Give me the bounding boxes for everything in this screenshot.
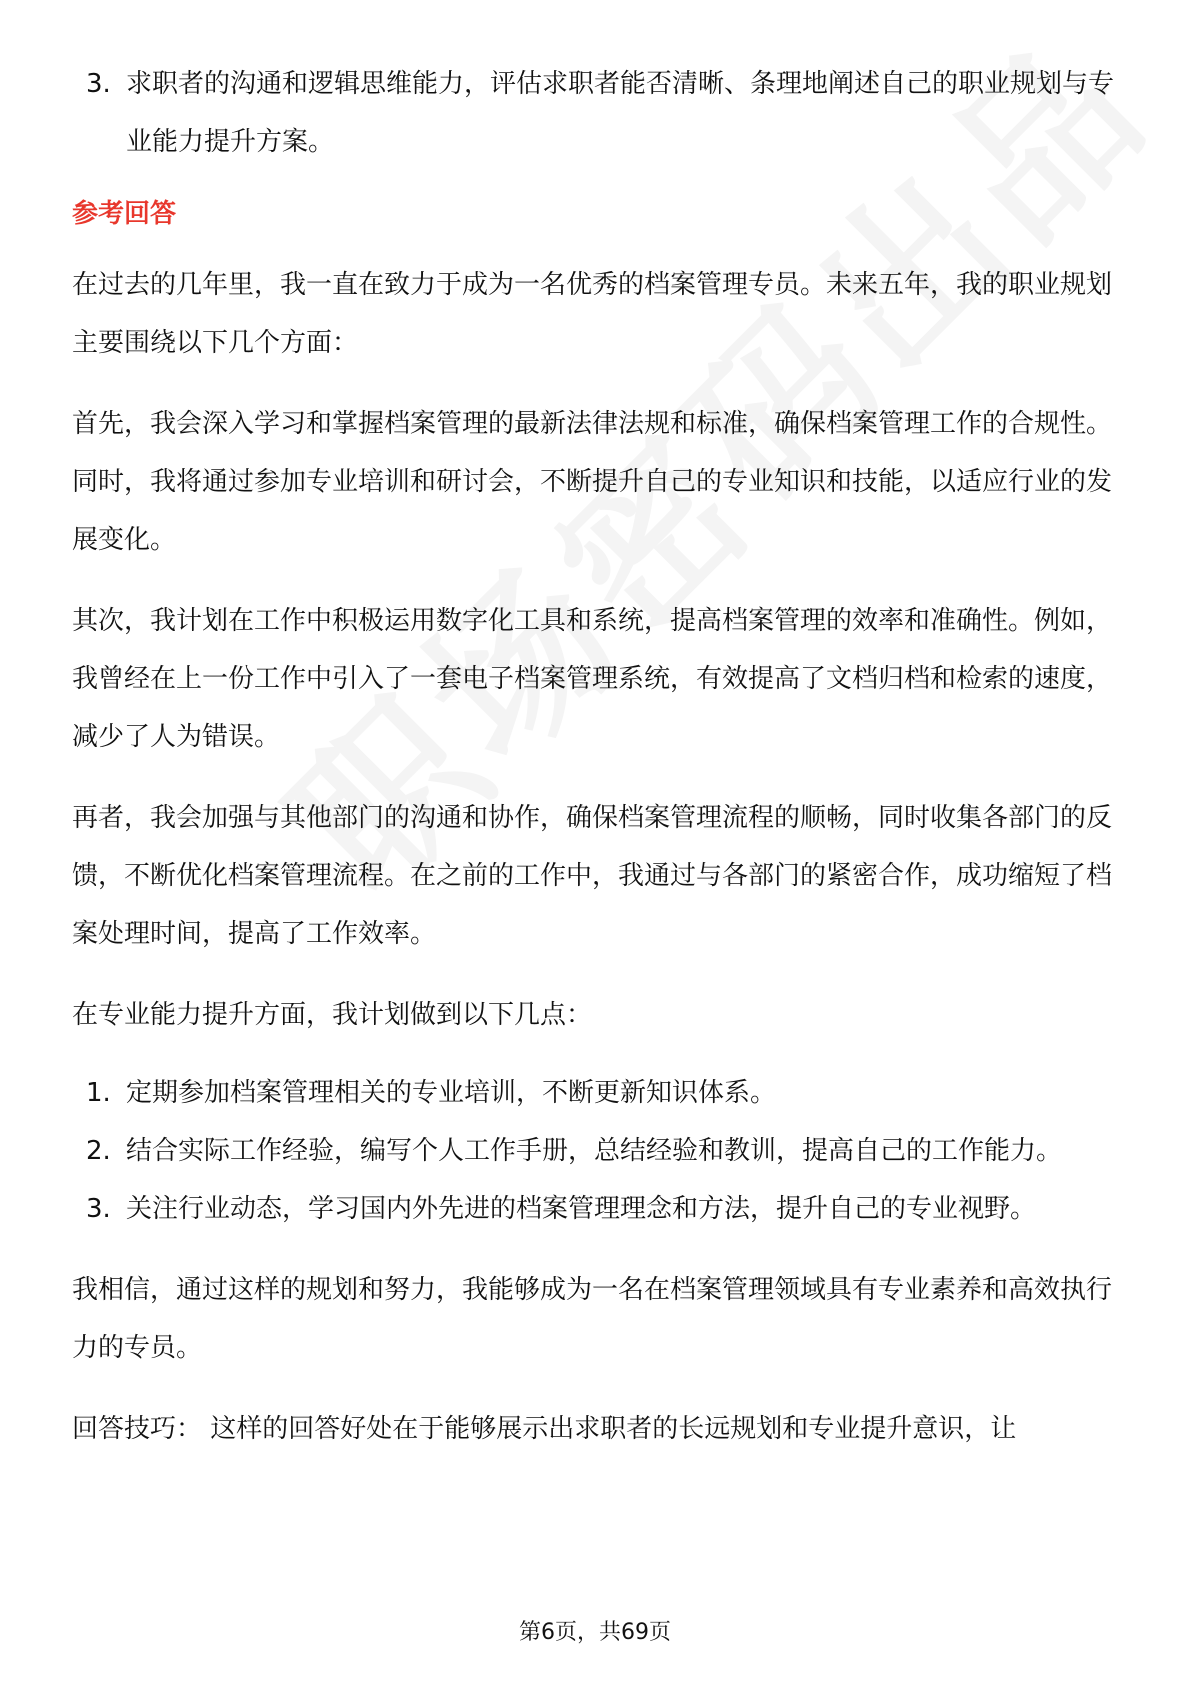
list-item — [72, 1180, 1118, 1238]
numbered-list — [72, 1064, 1118, 1238]
list-item-text: 求职者的沟通和逻辑思维能力，评估求职者能否清晰、条理地阐述自己的职业规划与专业能力提升方案。 — [126, 69, 1115, 157]
paragraph: 在专业能力提升方面，我计划做到以下几点： — [72, 1000, 593, 1030]
closing-paragraph: 我相信，通过这样的规划和努力，我能够成为一名在档案管理领域具有专业素养和高效执行力的专员。 — [72, 1275, 1113, 1363]
list-item-number: 3. — [86, 69, 111, 99]
list-item-number: 3. — [86, 1194, 111, 1224]
paragraph: 首先，我会深入学习和掌握档案管理的最新法律法规和标准，确保档案管理工作的合规性。同时，我将通过参加专业培训和研讨会，不断提升自己的专业知识和技能，以适应行业的发展变化。 — [72, 409, 1113, 555]
list-item-text: 关注行业动态，学习国内外先进的档案管理理念和方法，提升自己的专业视野。 — [126, 1194, 1037, 1224]
paragraph: 在过去的几年里，我一直在致力于成为一名优秀的档案管理专员。未来五年，我的职业规划主要围绕以下几个方面： — [72, 270, 1113, 358]
list-item-text: 结合实际工作经验，编写个人工作手册，总结经验和教训，提高自己的工作能力。 — [126, 1136, 1063, 1166]
page-content — [72, 55, 1118, 1458]
list-item-text: 定期参加档案管理相关的专业培训，不断更新知识体系。 — [126, 1078, 777, 1108]
page-footer: 第6页，共69页 — [519, 1620, 671, 1645]
paragraph: 再者，我会加强与其他部门的沟通和协作，确保档案管理流程的顺畅，同时收集各部门的反馈，不断优化档案管理流程。在之前的工作中，我通过与各部门的紧密合作，成功缩短了档案处理时间，提高了工作效率。 — [72, 803, 1113, 949]
list-item-number: 2. — [86, 1136, 111, 1166]
section-heading: 参考回答 — [72, 199, 177, 229]
paragraph: 其次，我计划在工作中积极运用数字化工具和系统，提高档案管理的效率和准确性。例如，我曾经在上一份工作中引入了一套电子档案管理系统，有效提高了文档归档和检索的速度，减少了人为错误。 — [72, 606, 1113, 752]
list-item — [72, 1064, 1118, 1122]
answer-tip: 回答技巧： 这样的回答好处在于能够展示出求职者的长远规划和专业提升意识，让 — [72, 1414, 1017, 1444]
list-item-number: 1. — [86, 1078, 111, 1108]
intro-list-item — [72, 55, 1118, 171]
list-item — [72, 1122, 1118, 1180]
